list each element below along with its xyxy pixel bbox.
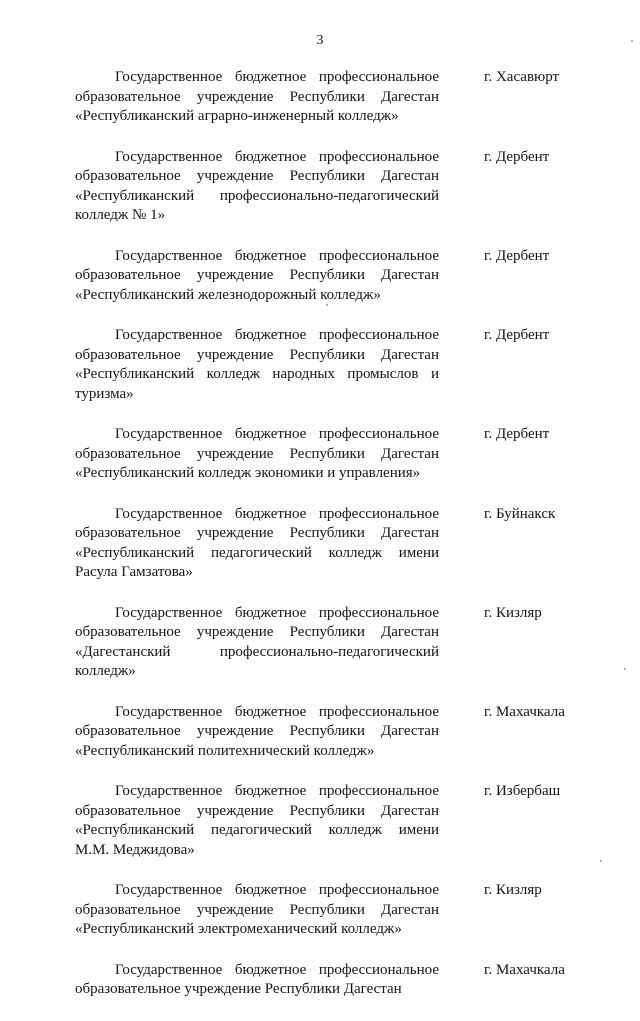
institution-city: г. Дербент [484, 247, 550, 264]
institution-name [75, 68, 439, 127]
institution-name-line: Государственное бюджетное профессиональное [115, 882, 439, 898]
institution-name-line: образовательное учреждение Республики Дагестан [75, 525, 439, 541]
institution-name [75, 505, 439, 583]
institution-name-line: Государственное бюджетное профессиональное [115, 247, 439, 264]
institution-entry [75, 148, 575, 226]
scan-speck [631, 40, 633, 42]
institution-name-line: образовательное учреждение Республики Дагестан [75, 802, 439, 819]
page-number: 3 [316, 33, 324, 48]
institution-entry [75, 326, 575, 404]
institution-entry [75, 961, 575, 1000]
institution-name-line: колледж» [75, 663, 136, 679]
institution-city: г. Кизляр [484, 604, 542, 621]
institution-name-line: образовательное учреждение Республики Дагестан [75, 723, 439, 739]
institution-city: г. Махачкала [484, 703, 565, 720]
institution-name-line: «Республиканский электромеханический колледж» [75, 921, 402, 937]
institution-city: г. Дербент [484, 426, 550, 442]
institution-name-line: «Республиканский политехнический колледж» [75, 742, 375, 759]
institution-name-line: образовательное учреждение Республики Дагестан [75, 168, 439, 184]
institution-name-line: туризма» [75, 385, 134, 402]
institution-name-line: Расула Гамзатова» [75, 564, 193, 580]
institution-entry [75, 782, 575, 860]
institution-name-line: образовательное учреждение Республики Дагестан [75, 624, 439, 640]
institution-name-line: образовательное учреждение Республики Дагестан [75, 88, 439, 105]
institution-name [75, 425, 439, 484]
institution-name-line: образовательное учреждение Республики Дагестан [75, 445, 439, 462]
institution-city: г. Махачкала [484, 961, 565, 978]
institution-name [75, 326, 439, 404]
institution-name-line: Государственное бюджетное профессиональное [115, 505, 439, 522]
institution-name-line: «Республиканский колледж народных промыслов и [75, 366, 439, 382]
institution-name-line: «Республиканский профессионально-педагогический [75, 187, 439, 204]
institution-name-line: Государственное бюджетное профессиональное [115, 703, 439, 720]
institution-city: г. Дербент [484, 327, 550, 343]
institution-name [75, 881, 439, 940]
institution-name-line: «Республиканский колледж экономики и управления» [75, 465, 421, 481]
institution-name-line: образовательное учреждение Республики Дагестан [75, 901, 439, 918]
institution-city: г. Хасавюрт [484, 69, 560, 85]
institution-name [75, 703, 439, 762]
institution-name-line: «Республиканский железнодорожный колледж» [75, 286, 381, 303]
institution-name-line: «Республиканский аграрно-инженерный колледж» [75, 108, 399, 124]
institution-entry [75, 604, 575, 682]
institution-city: г. Буйнакск [484, 505, 556, 522]
institution-entry [75, 505, 575, 583]
institution-name-line: М.М. Меджидова» [75, 841, 195, 858]
institution-entry [75, 703, 575, 762]
institution-name-line: Государственное бюджетное профессиональное [115, 69, 439, 85]
institution-name [75, 604, 439, 682]
institution-entry [75, 881, 575, 940]
institution-name-line: «Республиканский педагогический колледж имени [75, 544, 439, 561]
institution-name-line: образовательное учреждение Республики Дагестан [75, 267, 439, 283]
institution-name-line: Государственное бюджетное профессиональное [115, 148, 439, 165]
institution-name [75, 148, 439, 226]
institution-name-line: «Дагестанский профессионально-педагогический [75, 643, 439, 660]
institution-name [75, 961, 439, 1000]
institution-entry [75, 68, 575, 127]
institution-name-line: Государственное бюджетное профессиональное [115, 961, 439, 978]
institution-name-line: образовательное учреждение Республики Дагестан [75, 346, 439, 363]
scan-speck [624, 668, 626, 670]
institution-entry [75, 425, 575, 484]
scan-speck [600, 860, 602, 862]
institution-city: г. Дербент [484, 148, 550, 165]
institution-city: г. Кизляр [484, 882, 542, 898]
institution-name-line: Государственное бюджетное профессиональное [115, 327, 439, 343]
institution-name-line: Государственное бюджетное профессиональное [115, 426, 439, 442]
institution-entry [75, 247, 575, 306]
institution-name-line: образовательное учреждение Республики Дагестан [75, 981, 402, 997]
institution-name [75, 782, 439, 860]
institution-name-line: Государственное бюджетное профессиональное [115, 783, 439, 799]
institution-name [75, 247, 439, 306]
institution-name-line: Государственное бюджетное профессиональное [115, 604, 439, 621]
institution-city: г. Избербаш [484, 783, 561, 799]
entries-list [75, 68, 575, 1021]
institution-name-line: колледж № 1» [75, 207, 166, 223]
institution-name-line: «Республиканский педагогический колледж имени [75, 822, 439, 838]
scan-speck [326, 304, 328, 306]
